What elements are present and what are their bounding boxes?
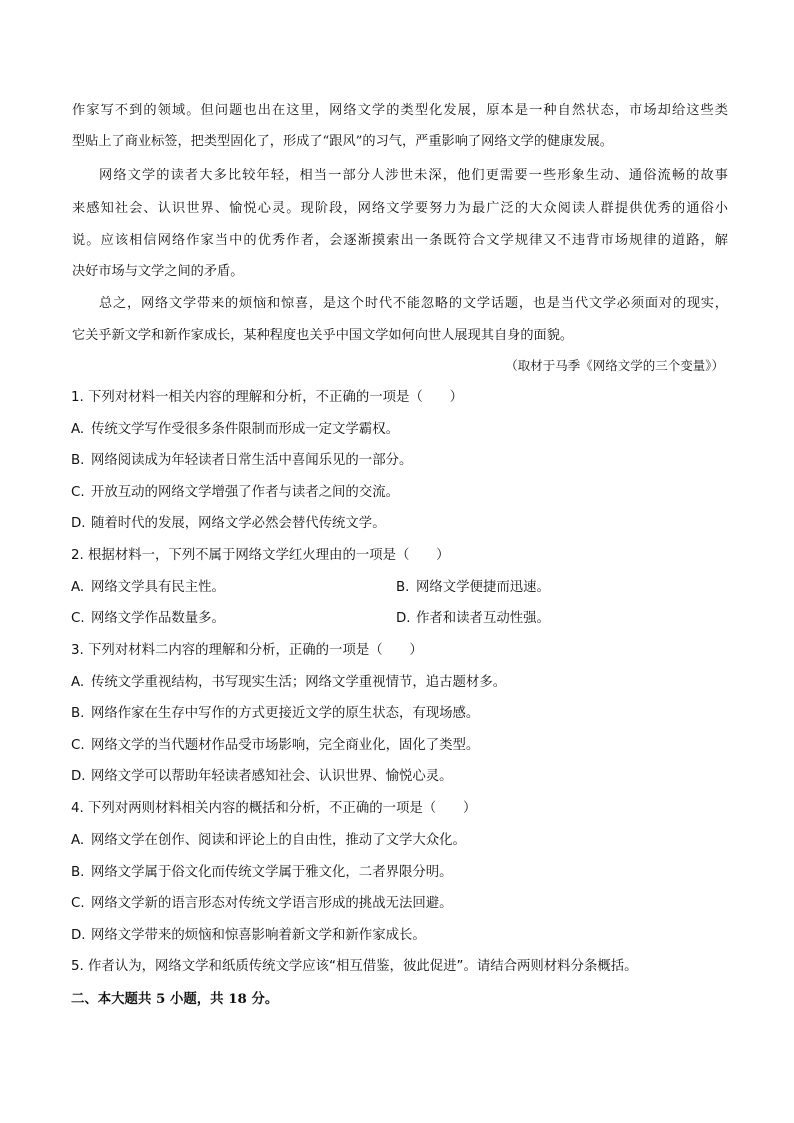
option-text: 传统文学重视结构，书写现实生活；网络文学重视情节，追古题材多。 (91, 675, 507, 690)
option-letter: B. (396, 580, 410, 595)
option-letter: C. (71, 611, 85, 626)
question-stem: 5. 作者认为，网络文学和纸质传统文学应该“相互借鉴，彼此促进”。请结合两则材料分条概括。 (71, 959, 638, 974)
passage-line: 总之，网络文学带来的烦恼和惊喜，是这个时代不能忽略的文学话题，也是当代文学必须面对的现实， (99, 296, 728, 311)
option-letter: D. (71, 516, 86, 531)
question-stem: 4. 下列对两则材料相关内容的概括和分析，不正确的一项是（ ） (71, 801, 477, 816)
passage-line: 决好市场与文学之间的矛盾。 (72, 264, 244, 279)
option-letter: C. (71, 738, 85, 753)
answer-option[interactable] (71, 673, 506, 693)
passage-line: 来感知社会、认识世界、愉悦心灵。现阶段，网络文学要努力为最广泛的大众阅读人群提供优秀的通俗小 (72, 201, 728, 216)
option-letter: D. (71, 769, 86, 784)
option-text: 网络文学可以帮助年轻读者感知社会、认识世界、愉悦心灵。 (91, 769, 453, 784)
answer-option[interactable] (71, 420, 399, 440)
option-letter: A. (71, 833, 85, 848)
passage-line: 网络文学的读者大多比较年轻，相当一部分人涉世未深，他们更需要一些形象生动、通俗流畅的故事 (99, 168, 728, 183)
option-letter: A. (71, 580, 85, 595)
option-text: 网络文学便捷而迅速。 (416, 580, 550, 595)
option-letter: D. (71, 928, 86, 943)
option-text: 网络文学的当代题材作品受市场影响，完全商业化，固化了类型。 (91, 738, 480, 753)
passage-line: 作家写不到的领域。但问题也出在这里，网络文学的类型化发展，原本是一种自然状态，市场却给这些类 (72, 103, 728, 118)
option-letter: A. (71, 422, 85, 437)
answer-option[interactable] (71, 578, 225, 598)
question-stem: 1. 下列对材料一相关内容的理解和分析，不正确的一项是（ ） (71, 390, 463, 405)
option-letter: B. (71, 706, 85, 721)
answer-option[interactable] (71, 736, 479, 756)
option-text: 传统文学写作受很多条件限制而形成一定文学霸权。 (91, 422, 399, 437)
question-stem: 3. 下列对材料二内容的理解和分析，正确的一项是（ ） (71, 643, 423, 658)
option-text: 网络文学作品数量多。 (91, 611, 225, 626)
option-text: 网络文学在创作、阅读和评论上的自由性，推动了文学大众化。 (91, 833, 466, 848)
answer-option[interactable] (71, 451, 412, 471)
answer-option[interactable] (71, 863, 453, 883)
option-letter: D. (396, 611, 411, 626)
answer-option[interactable] (71, 609, 225, 629)
passage-line: 型贴上了商业标签，把类型固化了，形成了“跟风”的习气，严重影响了网络文学的健康发展。 (72, 134, 613, 149)
answer-option[interactable] (71, 926, 426, 946)
passage-source: （取材于马季《网络文学的三个变量》） (505, 358, 724, 373)
option-text: 网络作家在生存中写作的方式更接近文学的原生状态，有现场感。 (91, 706, 480, 721)
answer-option[interactable] (71, 767, 453, 787)
option-letter: B. (71, 865, 85, 880)
option-text: 作者和读者互动性强。 (416, 611, 550, 626)
option-letter: C. (71, 485, 85, 500)
option-letter: B. (71, 453, 85, 468)
option-text: 网络文学新的语言形态对传统文学语言形成的挑战无法回避。 (91, 896, 453, 911)
option-text: 网络文学属于俗文化而传统文学属于雅文化，二者界限分明。 (91, 865, 453, 880)
option-text: 网络文学带来的烦恼和惊喜影响着新文学和新作家成长。 (91, 928, 426, 943)
option-letter: A. (71, 675, 85, 690)
passage-line: 它关乎新文学和新作家成长，某种程度也关乎中国文学如何向世人展现其自身的面貌。 (72, 328, 574, 343)
question-stem: 2. 根据材料一，下列不属于网络文学红火理由的一项是（ ） (71, 548, 450, 563)
answer-option[interactable] (71, 831, 466, 851)
answer-option[interactable] (71, 704, 479, 724)
option-letter: C. (71, 896, 85, 911)
section-heading: 二、本大题共 5 小题，共 18 分。 (71, 991, 279, 1007)
option-text: 随着时代的发展，网络文学必然会替代传统文学。 (91, 516, 386, 531)
answer-option[interactable] (71, 894, 453, 914)
answer-option[interactable] (396, 609, 550, 629)
answer-option[interactable] (71, 514, 386, 534)
passage-line: 说。应该相信网络作家当中的优秀作者，会逐渐摸索出一条既符合文学规律又不违背市场规律的道路，解 (72, 233, 728, 248)
option-text: 网络文学具有民主性。 (91, 580, 225, 595)
answer-option[interactable] (396, 578, 550, 598)
option-text: 网络阅读成为年轻读者日常生活中喜闻乐见的一部分。 (91, 453, 413, 468)
option-text: 开放互动的网络文学增强了作者与读者之间的交流。 (91, 485, 399, 500)
answer-option[interactable] (71, 483, 399, 503)
